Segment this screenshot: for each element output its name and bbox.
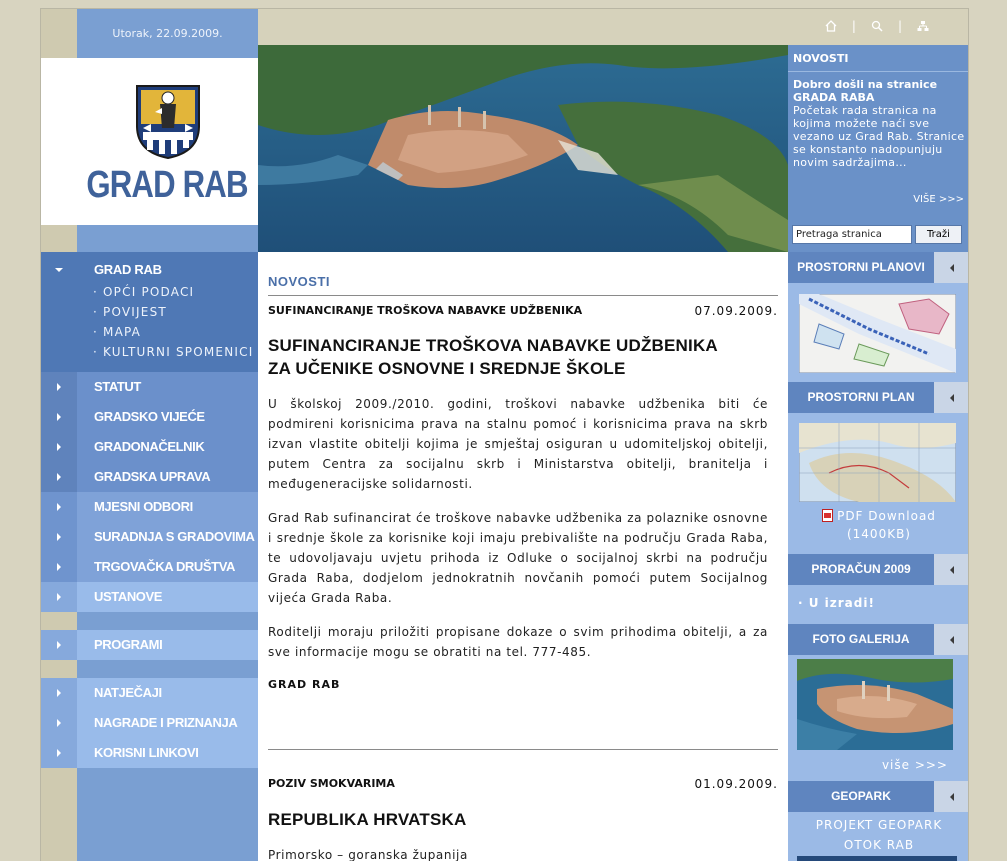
right-column [788, 252, 969, 861]
nav-item-statut[interactable] [41, 372, 258, 402]
coat-of-arms-icon [133, 84, 203, 160]
prostorni-planovi-header[interactable] [788, 252, 969, 283]
zoning-map-thumbnail[interactable] [799, 294, 956, 373]
nav-item-natjecaji[interactable] [41, 678, 258, 708]
section-label: GEOPARK [788, 781, 934, 812]
nav-item-programi[interactable] [41, 630, 258, 660]
gallery-more-link[interactable]: više >>> [881, 758, 948, 772]
news-box-heading: NOVOSTI [788, 45, 969, 72]
u-izradi-text: · U izradi! [798, 596, 875, 610]
chevron-right-icon [57, 473, 61, 481]
chevron-right-icon [57, 383, 61, 391]
left-nav [41, 252, 258, 768]
chevron-down-icon [55, 268, 63, 272]
chevron-right-icon [57, 593, 61, 601]
search-icon[interactable] [870, 19, 884, 33]
top-bar [258, 9, 969, 45]
news-more-link[interactable]: VIŠE >>> [913, 194, 964, 205]
nav-item-grad-rab[interactable] [41, 252, 258, 372]
article-date: 01.09.2009. [694, 777, 778, 791]
nav-item-ustanove[interactable] [41, 582, 258, 612]
nav-item-suradnja-s-gradovima[interactable] [41, 522, 258, 552]
article-header [268, 304, 778, 317]
chevron-right-icon [57, 413, 61, 421]
nav-item-label: NAGRADE I PRIZNANJA [77, 708, 258, 738]
search-button[interactable]: Traži [915, 225, 962, 244]
chevron-left-icon [950, 264, 954, 272]
island-map-thumbnail[interactable] [799, 423, 956, 502]
foto-galerija-header[interactable] [788, 624, 969, 655]
chevron-right-icon [57, 641, 61, 649]
nav-spacer [41, 612, 258, 630]
nav-item-gradonacelnik[interactable] [41, 432, 258, 462]
nav-subitem-mapa[interactable]: · MAPA [93, 325, 142, 339]
nav-subitem-opci-podaci[interactable]: · OPĆI PODACI [93, 285, 195, 299]
page-frame [40, 8, 969, 861]
separator: | [897, 19, 902, 33]
geopark-text[interactable]: PROJEKT GEOPARK [815, 818, 943, 832]
separator: | [851, 19, 856, 33]
section-label: PROSTORNI PLANOVI [788, 252, 934, 283]
pdf-download-label: PDF Download [837, 509, 936, 523]
chevron-left-icon [950, 394, 954, 402]
home-icon[interactable] [824, 19, 838, 33]
nav-item-label: GRADSKO VIJEĆE [77, 402, 258, 432]
chevron-right-icon [57, 443, 61, 451]
prostorni-plan-header[interactable] [788, 382, 969, 413]
nav-item-label: NATJEČAJI [77, 678, 258, 708]
geopark-banner[interactable] [797, 856, 957, 861]
section-title: NOVOSTI [268, 274, 331, 289]
nav-item-label: KORISNI LINKOVI [77, 738, 258, 768]
chevron-left-icon [950, 636, 954, 644]
article-paragraph: Grad Rab sufinancirat će troškove nabavke udžbenika za polaznike osnovne i srednje škole za korisnike koji imaju prebivalište na području Grada Raba, te udovoljavaju uvjetu prihoda iz Odluke o socijalnoj skrbi na području Grada Raba, dodjelom jednokratnih novčanih pomoći putem Socijalnog vijeća Grada Raba. [268, 511, 768, 605]
nav-item-label: USTANOVE [77, 582, 258, 612]
search-form [792, 225, 962, 244]
nav-item-label: GRADONAČELNIK [77, 432, 258, 462]
article-paragraph: U školskoj 2009./2010. godini, troškovi nabavke udžbenika biti će podmireni korisnicima prava na stalnu pomoć i korisnicima prava na skrb izvan vlastite obitelji kojima je smještaj osiguran u udomiteljskoj obitelji, putem Centra za socijalnu skrb i Ministarstva obitelji, branitelja i međugeneracijske solidarnosti. [268, 397, 768, 491]
nav-item-label: GRADSKA UPRAVA [77, 462, 258, 492]
banner-photo [258, 45, 788, 252]
nav-subitem-povijest[interactable]: · POVIJEST [93, 305, 167, 319]
nav-item-label: SURADNJA S GRADOVIMA [77, 522, 258, 552]
nav-item-korisni-linkovi[interactable] [41, 738, 258, 768]
section-label: PRORAČUN 2009 [788, 554, 934, 585]
nav-item-label: PROGRAMI [77, 630, 258, 660]
nav-item-label: MJESNI ODBORI [77, 492, 258, 522]
nav-spacer [41, 660, 258, 678]
search-input[interactable] [792, 225, 912, 244]
nav-item-label: GRAD RAB [94, 262, 162, 277]
chevron-right-icon [57, 689, 61, 697]
top-icons [824, 19, 930, 33]
chevron-right-icon [57, 719, 61, 727]
sitemap-icon[interactable] [916, 19, 930, 33]
nav-item-mjesni-odbori[interactable] [41, 492, 258, 522]
nav-item-trgovacka-drustva[interactable] [41, 552, 258, 582]
logo-text: GRAD RAB [86, 164, 248, 206]
aerial-town-photo [258, 45, 788, 252]
current-date: Utorak, 22.09.2009. [112, 27, 223, 40]
nav-item-label: STATUT [77, 372, 258, 402]
article-signature: GRAD RAB [268, 678, 341, 691]
nav-arrow [41, 252, 77, 288]
article-date: 07.09.2009. [694, 304, 778, 318]
nav-item-gradska-uprava[interactable] [41, 462, 258, 492]
article-head-title[interactable]: SUFINANCIRANJE TROŠKOVA NABAVKE UDŽBENIKA [268, 304, 583, 317]
chevron-left-icon [950, 793, 954, 801]
logo[interactable] [41, 58, 293, 225]
chevron-right-icon [57, 533, 61, 541]
news-box [788, 45, 969, 252]
chevron-left-icon [950, 566, 954, 574]
chevron-right-icon [57, 503, 61, 511]
nav-item-gradsko-vijece[interactable] [41, 402, 258, 432]
divider [268, 749, 778, 750]
pdf-size: (1400KB) [846, 527, 911, 541]
article-paragraph: Primorsko – goranska županija [268, 848, 468, 861]
article-title: REPUBLIKA HRVATSKA [268, 810, 467, 829]
news-box-text: Početak rada stranica na kojima možete naći sve vezano uz Grad Rab. Stranice se konstanto nadopunjuju novim sadržajima... [793, 104, 965, 169]
chevron-right-icon [57, 749, 61, 757]
gallery-photo[interactable] [797, 659, 953, 750]
divider [268, 295, 778, 296]
main-content [268, 252, 778, 861]
pdf-icon [822, 509, 833, 522]
pdf-download-link[interactable] [788, 505, 969, 524]
geopark-header[interactable] [788, 781, 969, 812]
article-head-title[interactable]: POZIV SMOKVARIMA [268, 777, 395, 790]
article-title: SUFINANCIRANJE TROŠKOVA NABAVKE UDŽBENIKA ZA UČENIKE OSNOVNE I SREDNJE ŠKOLE [268, 336, 718, 378]
proracun-header[interactable] [788, 554, 969, 585]
news-box-title[interactable]: Dobro došli na stranice GRADA RABA [793, 78, 938, 104]
nav-item-label: TRGOVAČKA DRUŠTVA [77, 552, 258, 582]
nav-item-nagrade-i-priznanja[interactable] [41, 708, 258, 738]
geopark-text[interactable]: OTOK RAB [843, 838, 915, 852]
section-label: PROSTORNI PLAN [788, 382, 934, 413]
article-header [268, 777, 778, 790]
article-paragraph: Roditelji moraju priložiti propisane dokaze o svim prihodima obitelji, a za sve informacije mogu se obratiti na tel. 777-485. [268, 625, 768, 659]
chevron-right-icon [57, 563, 61, 571]
nav-subitem-kulturni-spomenici[interactable]: · KULTURNI SPOMENICI [93, 345, 254, 359]
section-label: FOTO GALERIJA [788, 624, 934, 655]
